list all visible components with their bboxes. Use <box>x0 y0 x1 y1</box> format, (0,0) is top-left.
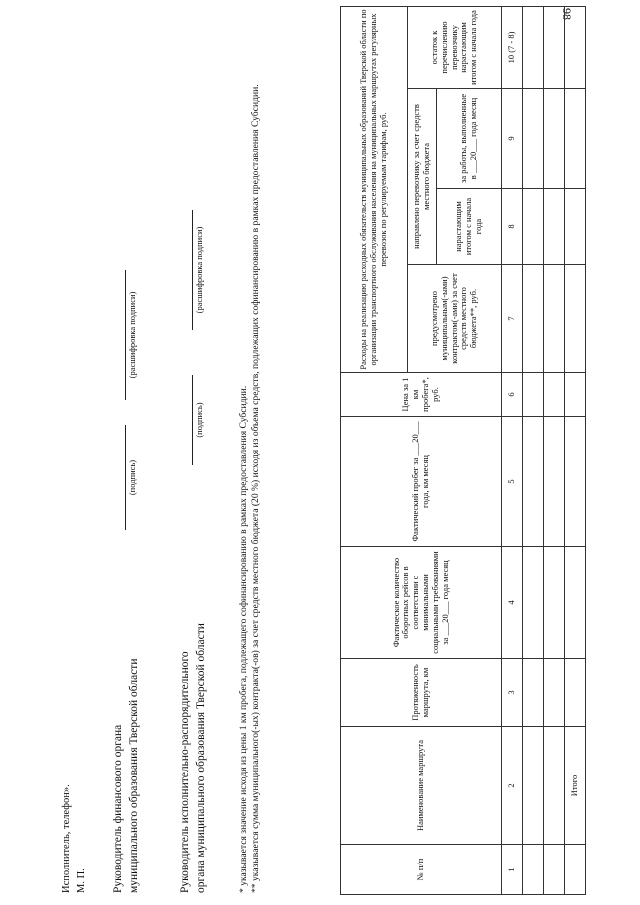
table-cell <box>565 417 586 547</box>
signature-line <box>192 375 193 465</box>
col-number: 10 (7 - 8) <box>502 6 523 88</box>
signature-caption: (подпись) <box>127 459 137 496</box>
table-cell <box>523 659 544 727</box>
table-cell <box>523 727 544 845</box>
col-number: 2 <box>502 727 523 845</box>
executor-line: Исполнитель, телефон». <box>61 784 72 893</box>
signature-line <box>125 425 126 530</box>
table-cell <box>544 373 565 417</box>
header-for-work: за работы, выполненные в ___20___ года месяц <box>437 89 502 189</box>
header-cumulative: нарастающим итогом с начала года <box>437 189 502 265</box>
table-cell <box>565 89 586 189</box>
table-cell <box>544 417 565 547</box>
header-trips: Фактическое количество оборотных рейсов в соответствии с минимальными социальными требованиями за ___20___ года месяц <box>341 547 502 659</box>
footnote-1: * указывается значение исходя из цены 1 км пробега, подлежащего софинансированию в рамках предоставления Субсидии. <box>238 385 249 893</box>
col-number: 8 <box>502 189 523 265</box>
decode-caption: (расшифровка подписи) <box>194 226 204 314</box>
table-cell <box>544 189 565 265</box>
table-cell <box>565 373 586 417</box>
table-cell <box>565 265 586 373</box>
signature-caption: (подпись) <box>194 402 204 438</box>
footnote-2: ** указывается сумма муниципального(-ых) контракта(-ов) за счет средств местного бюджета (20 %) исходя из объема средств, подлежащих софинансированию в рамках предоставления Субсидии. <box>250 84 262 893</box>
header-num: № п/п <box>341 845 502 895</box>
stamp-mark: М. П. <box>76 868 87 893</box>
table-cell <box>544 659 565 727</box>
header-route-name: Наименование маршрута <box>341 727 502 845</box>
table-cell <box>523 417 544 547</box>
table-cell <box>523 265 544 373</box>
table-cell <box>544 89 565 189</box>
header-remainder: остаток к перечислению перевозчику нарастающим итогом с начала года <box>408 6 502 88</box>
table-cell <box>544 845 565 895</box>
total-row <box>565 6 586 894</box>
table-cell <box>544 265 565 373</box>
col-number: 5 <box>502 417 523 547</box>
decode-line <box>192 210 193 330</box>
table-cell <box>523 547 544 659</box>
table-cell <box>544 547 565 659</box>
col-number: 1 <box>502 845 523 895</box>
footnotes <box>238 23 263 893</box>
table-cell <box>565 6 586 88</box>
table-cell <box>523 6 544 88</box>
page-number: 98 <box>560 8 574 20</box>
expenses-table <box>340 6 586 895</box>
col-number: 4 <box>502 547 523 659</box>
col-number: 3 <box>502 659 523 727</box>
table-cell <box>565 189 586 265</box>
total-label: Итого <box>565 727 586 845</box>
table-cell <box>523 845 544 895</box>
decode-line <box>125 270 126 400</box>
header-mileage: Фактический пробег за ___20___ года, км месяц <box>341 417 502 547</box>
table-cell <box>523 189 544 265</box>
table-cell <box>544 6 565 88</box>
header-sent-group: направлено перевозчику за счет средств местного бюджета <box>408 89 437 265</box>
decode-caption: (расшифровка подписи) <box>127 291 137 379</box>
col-number: 6 <box>502 373 523 417</box>
table-cell <box>523 373 544 417</box>
table-row <box>544 6 565 894</box>
signer-head-finance: Руководитель финансового органа муниципального образования Тверской области <box>112 658 140 893</box>
table-cell <box>544 727 565 845</box>
table-cell <box>565 547 586 659</box>
signer-head-executive: Руководитель исполнительно-распорядительного органа муниципального образования Тверской области <box>179 623 207 893</box>
table-cell <box>523 89 544 189</box>
header-expenses-group: Расходы на реализацию расходных обязательств муниципальных образований Тверской области по организации транспортного обслуживания населения на муниципальных маршрутах регулярных перевозок по регулируемым тарифам, руб. <box>341 6 408 372</box>
header-route-length: Протяженность маршрута, км <box>341 659 502 727</box>
table-cell <box>565 659 586 727</box>
table-row <box>523 6 544 894</box>
header-planned: предусмотрено муниципальным(-ыми) контрактом(-ами) за счет средств местного бюджета**, руб. <box>408 265 502 373</box>
col-number: 9 <box>502 89 523 189</box>
header-price: Цена за 1 км пробега*, руб. <box>341 373 502 417</box>
table-cell <box>565 845 586 895</box>
col-number: 7 <box>502 265 523 373</box>
